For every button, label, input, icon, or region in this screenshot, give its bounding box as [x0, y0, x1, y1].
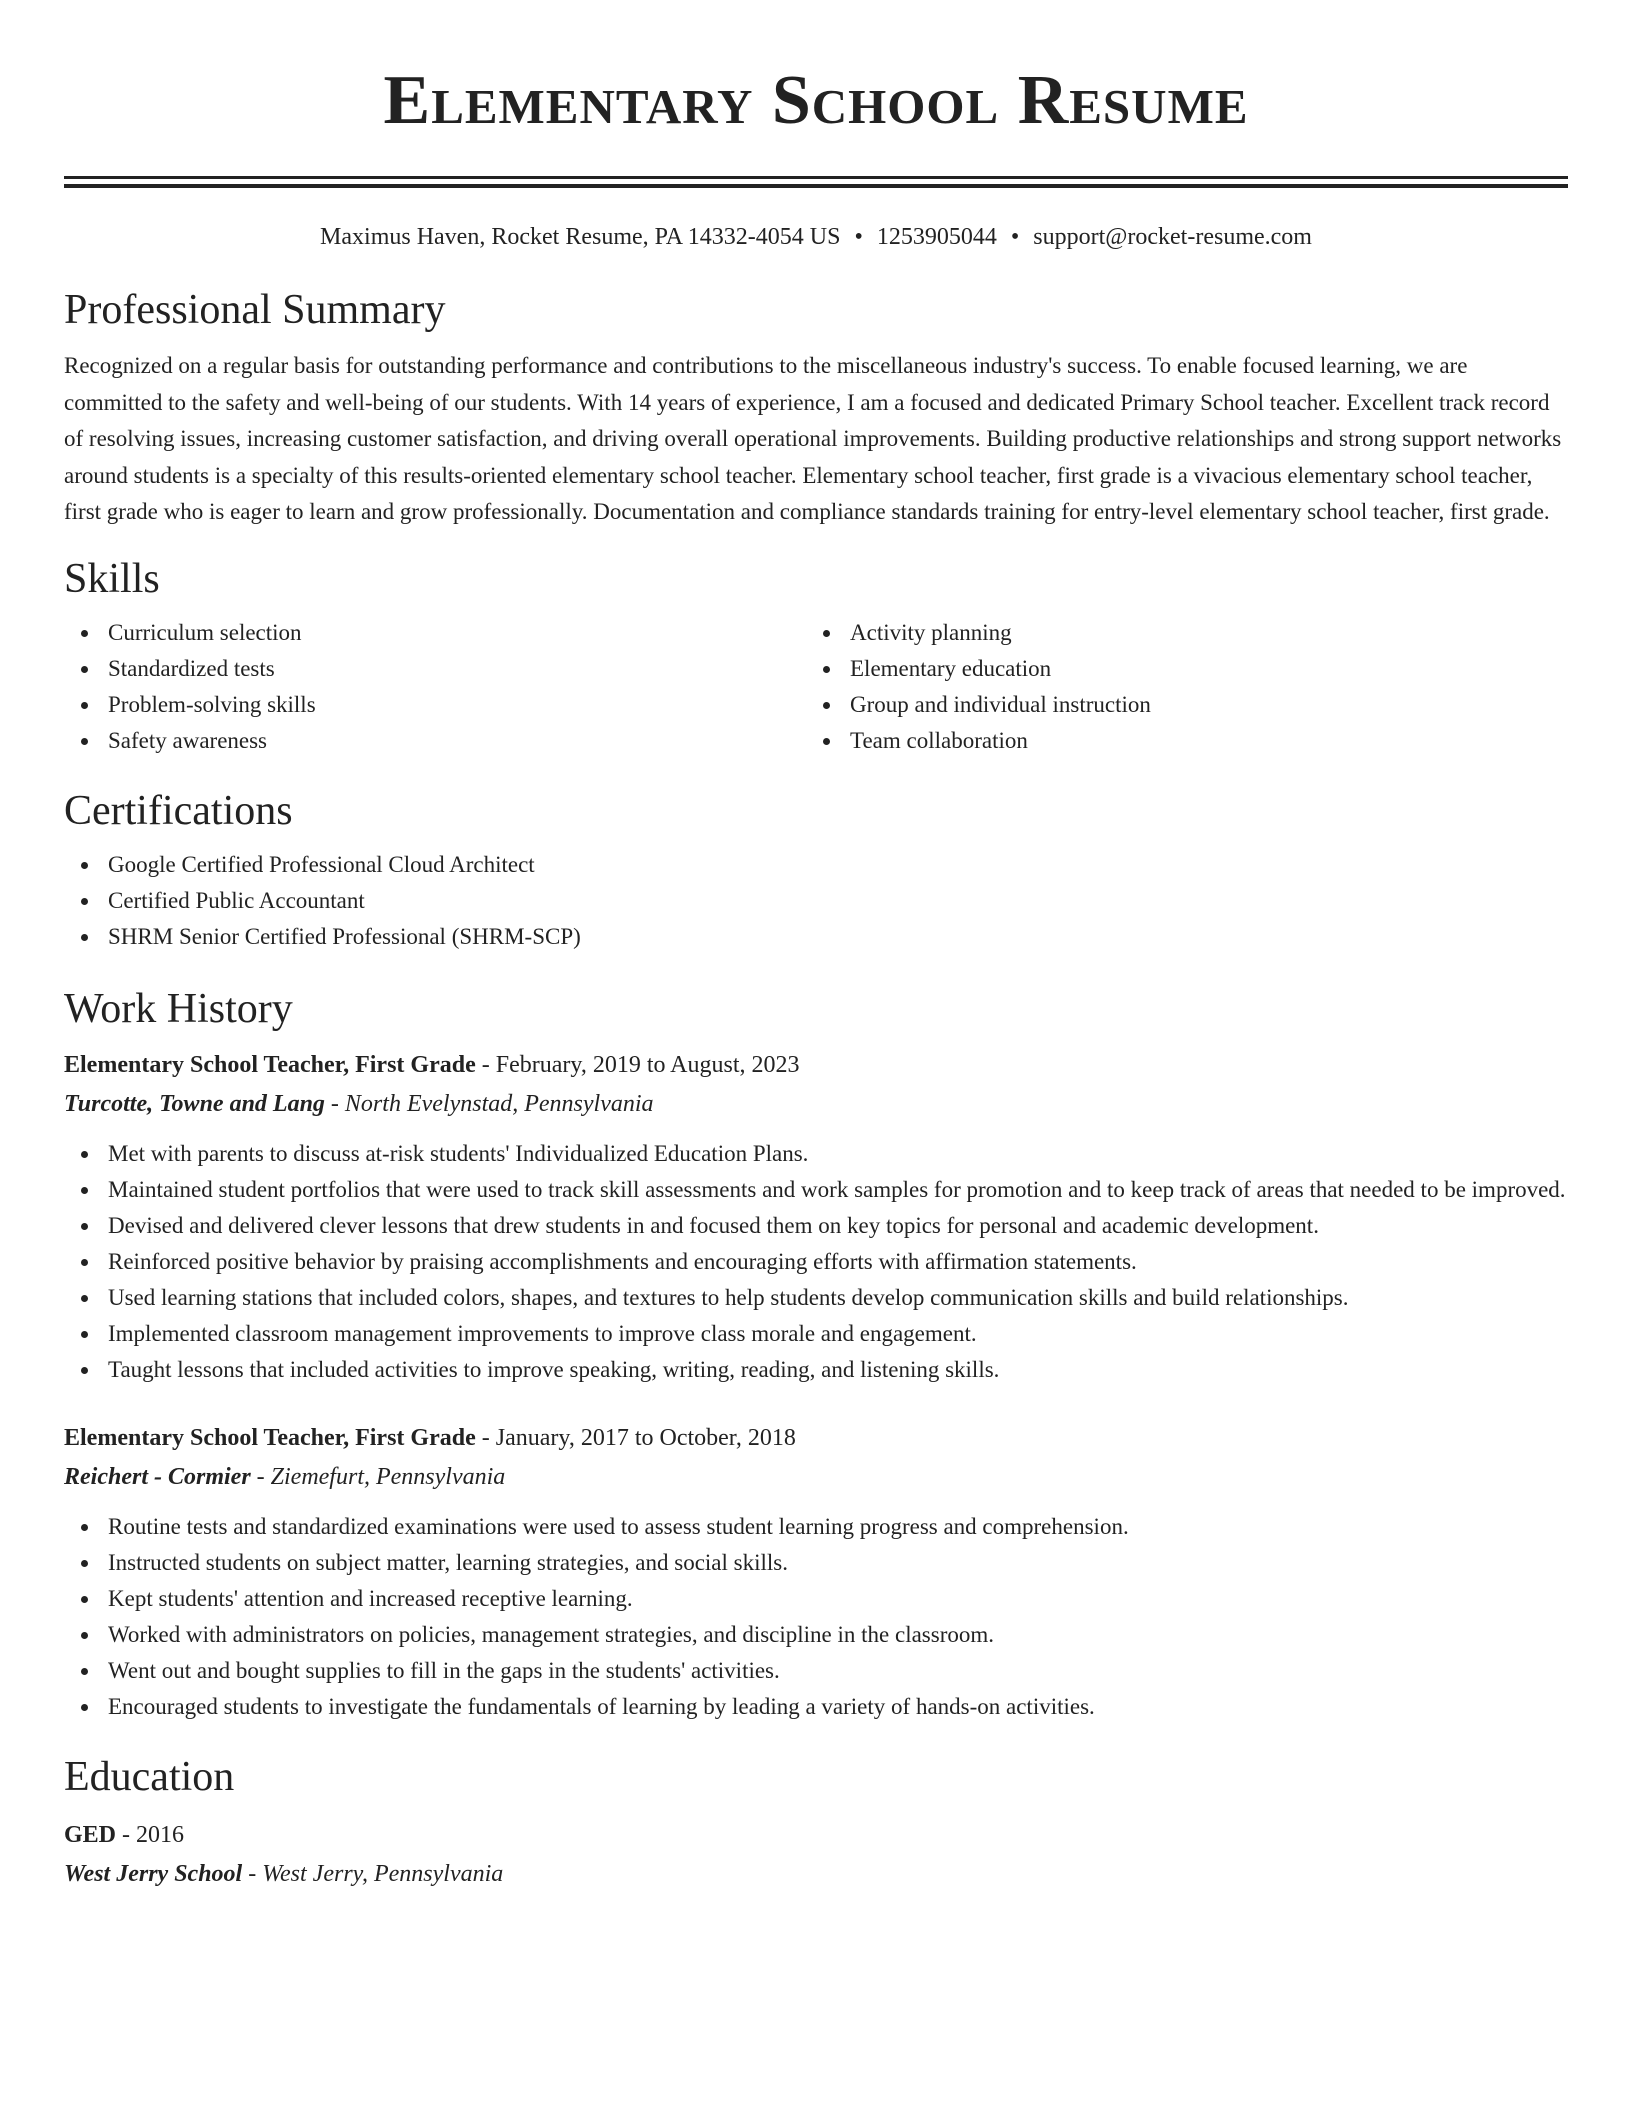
- job-title-line: Elementary School Teacher, First Grade - January, 2017 to October, 2018: [64, 1424, 796, 1451]
- resume-title: Elementary School Resume: [383, 62, 1249, 139]
- title-divider-top: [64, 176, 1568, 179]
- contact-line: [64, 222, 1568, 252]
- list-item: Instructed students on subject matter, learning strategies, and social skills.: [64, 1545, 1568, 1581]
- skills-grid: [64, 615, 1568, 759]
- contact-email: support@rocket-resume.com: [1033, 224, 1312, 250]
- certifications-heading: Certifications: [64, 787, 293, 834]
- job-company: Turcotte, Towne and Lang: [64, 1090, 325, 1117]
- contact-address: Maximus Haven, Rocket Resume, PA 14332-4054 US: [320, 224, 841, 250]
- job-company: Reichert - Cormier: [64, 1463, 251, 1490]
- list-item: Certified Public Accountant: [64, 883, 1568, 919]
- list-item: Google Certified Professional Cloud Architect: [64, 847, 1568, 883]
- title-divider-bottom: [64, 184, 1568, 188]
- job-location: North Evelynstad, Pennsylvania: [344, 1090, 654, 1117]
- list-item: Team collaboration: [806, 723, 1548, 759]
- skills-right-column: [806, 615, 1548, 759]
- list-item: SHRM Senior Certified Professional (SHRM-SCP): [64, 919, 1568, 955]
- contact-separator: •: [854, 224, 863, 250]
- list-item: Elementary education: [806, 651, 1548, 687]
- work-history-heading: Work History: [64, 985, 293, 1032]
- education-degree-line: GED - 2016: [64, 1821, 185, 1848]
- list-item: Activity planning: [806, 615, 1548, 651]
- job-duties-list: [64, 1136, 1568, 1388]
- list-item: Curriculum selection: [64, 615, 806, 651]
- education-year: 2016: [136, 1821, 185, 1848]
- education-school-line: West Jerry School - West Jerry, Pennsylvania: [64, 1860, 504, 1887]
- education-school: West Jerry School: [64, 1860, 243, 1887]
- list-item: Group and individual instruction: [806, 687, 1548, 723]
- list-item: Standardized tests: [64, 651, 806, 687]
- summary-text: Recognized on a regular basis for outstanding performance and contributions to the miscellaneous industry's success. To enable focused learning, we are committed to the safety and well-being of our students. With 14 years of experience, I am a focused and dedicated Primary School teacher. Excellent track record of resolving issues, increasing customer satisfaction, and driving overall operational improvements. Building productive relationships and strong support networks around students is a specialty of this results-oriented elementary school teacher. Elementary school teacher, first grade is a vivacious elementary school teacher, first grade who is eager to learn and grow professionally. Documentation and compliance standards training for entry-level elementary school teacher, first grade.: [64, 353, 1562, 524]
- list-item: Safety awareness: [64, 723, 806, 759]
- education-heading: Education: [64, 1753, 235, 1800]
- list-item: Encouraged students to investigate the fundamentals of learning by leading a variety of hands-on activities.: [64, 1689, 1568, 1725]
- summary-heading: Professional Summary: [64, 287, 446, 333]
- contact-phone: 1253905044: [876, 224, 997, 250]
- list-item: Routine tests and standardized examinations were used to assess student learning progress and comprehension.: [64, 1509, 1568, 1545]
- list-item: Maintained student portfolios that were used to track skill assessments and work samples for promotion and to keep track of areas that needed to be improved.: [64, 1172, 1568, 1208]
- list-item: Reinforced positive behavior by praising accomplishments and encouraging efforts with affirmation statements.: [64, 1244, 1568, 1280]
- list-item: Used learning stations that included colors, shapes, and textures to help students develop communication skills and build relationships.: [64, 1280, 1568, 1316]
- list-item: Taught lessons that included activities to improve speaking, writing, reading, and listening skills.: [64, 1352, 1568, 1388]
- job-title: Elementary School Teacher, First Grade: [64, 1051, 476, 1078]
- job-entry: [64, 1047, 1568, 1388]
- contact-separator: •: [1010, 224, 1020, 250]
- list-item: Worked with administrators on policies, management strategies, and discipline in the classroom.: [64, 1617, 1568, 1653]
- job-duties-list: [64, 1509, 1568, 1725]
- list-item: Went out and bought supplies to fill in the gaps in the students' activities.: [64, 1653, 1568, 1689]
- job-entry: [64, 1420, 1568, 1725]
- skills-heading: Skills: [64, 555, 160, 602]
- skills-left-column: [64, 615, 806, 759]
- job-employer-line: Turcotte, Towne and Lang - North Evelynstad, Pennsylvania: [64, 1090, 654, 1117]
- list-item: Devised and delivered clever lessons that drew students in and focused them on key topics for personal and academic development.: [64, 1208, 1568, 1244]
- list-item: Kept students' attention and increased receptive learning.: [64, 1581, 1568, 1617]
- job-employer-line: Reichert - Cormier - Ziemefurt, Pennsylvania: [64, 1463, 506, 1490]
- list-item: Implemented classroom management improvements to improve class morale and engagement.: [64, 1316, 1568, 1352]
- job-title: Elementary School Teacher, First Grade: [64, 1424, 476, 1451]
- education-location: West Jerry, Pennsylvania: [262, 1860, 504, 1887]
- education-degree: GED: [64, 1821, 117, 1848]
- job-title-line: Elementary School Teacher, First Grade - February, 2019 to August, 2023: [64, 1051, 800, 1078]
- job-location: Ziemefurt, Pennsylvania: [270, 1463, 506, 1490]
- education-entry: [64, 1817, 1568, 1892]
- job-dates: January, 2017 to October, 2018: [495, 1424, 796, 1451]
- list-item: Problem-solving skills: [64, 687, 806, 723]
- certifications-list: [64, 847, 1568, 955]
- list-item: Met with parents to discuss at-risk students' Individualized Education Plans.: [64, 1136, 1568, 1172]
- job-dates: February, 2019 to August, 2023: [495, 1051, 800, 1078]
